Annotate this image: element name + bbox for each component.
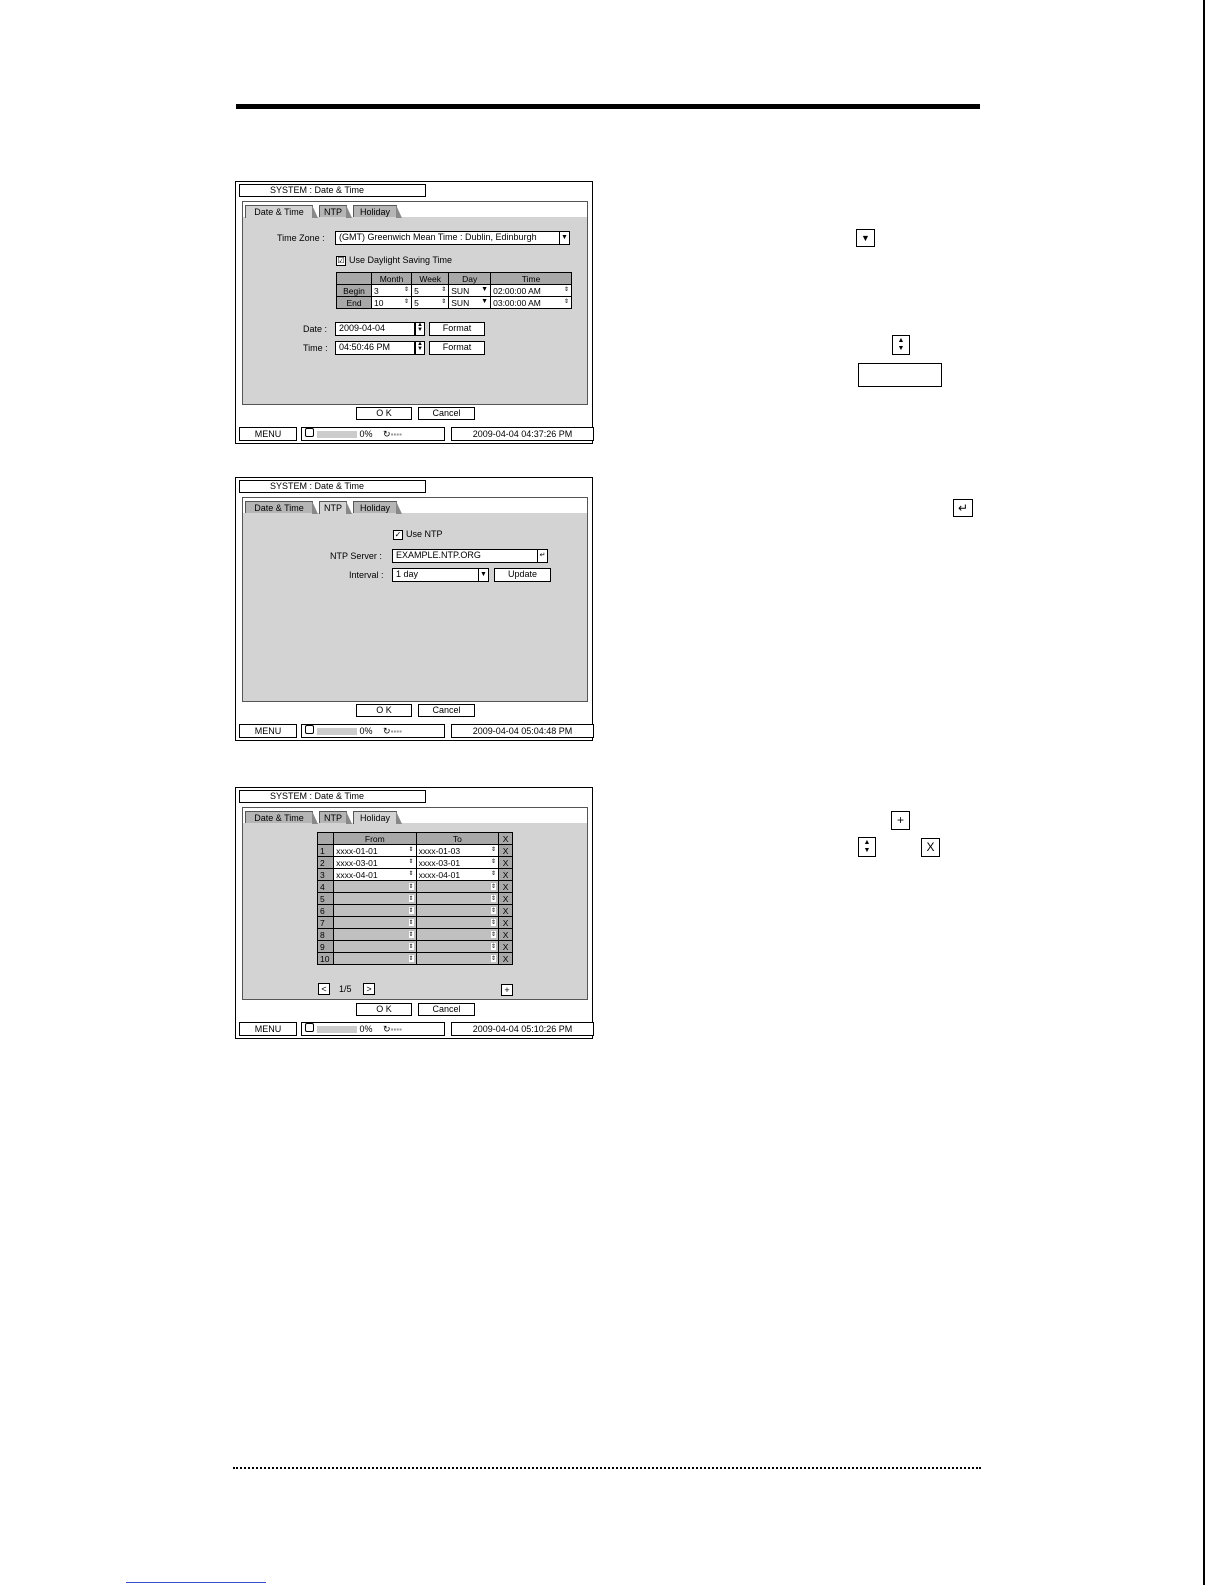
holiday-row-index-value: 2: [320, 857, 325, 868]
delete-row-icon[interactable]: X: [499, 857, 513, 869]
tab-holiday[interactable]: Holiday: [353, 205, 397, 217]
spinner-icon[interactable]: ⇕: [408, 896, 414, 902]
date-label: Date :: [303, 324, 328, 334]
holiday-to-field-value: xxxx-03-01: [418, 857, 461, 868]
holiday-from-field-value: xxxx-01-01: [336, 845, 378, 856]
spinner-icon[interactable]: ⇕: [491, 932, 497, 938]
table-row: [318, 953, 513, 965]
settings-panel: [242, 201, 588, 405]
add-icon: +: [891, 811, 910, 830]
holiday-row-index: [318, 869, 334, 881]
dst-table: [336, 272, 572, 309]
screen-ntp: [235, 477, 593, 741]
holiday-to-field[interactable]: [416, 881, 499, 893]
dst-begin-day[interactable]: [449, 285, 491, 297]
chevron-down-icon[interactable]: ▼: [481, 285, 489, 293]
dst-begin-week[interactable]: [412, 285, 449, 297]
holiday-row-index: [318, 917, 334, 929]
dst-begin-week-value: 5: [414, 285, 419, 296]
dst-begin-month[interactable]: [372, 285, 412, 297]
ntp-server-input[interactable]: EXAMPLE.NTP.ORG: [392, 549, 538, 563]
holiday-header-x: X: [499, 833, 513, 845]
spinner-icon[interactable]: ▲ ▼: [415, 341, 425, 355]
settings-panel: [242, 497, 588, 702]
spinner-icon: ▲ ▼: [858, 837, 876, 857]
spinner-icon[interactable]: ⇕: [408, 932, 414, 938]
holiday-from-field[interactable]: [334, 893, 417, 905]
timezone-label: Time Zone :: [277, 233, 325, 243]
holiday-from-field[interactable]: [334, 941, 417, 953]
spinner-icon[interactable]: ⇕: [491, 944, 497, 950]
holiday-from-field-value: xxxx-04-01: [336, 869, 378, 880]
table-row: [318, 881, 513, 893]
chevron-left-icon[interactable]: <: [318, 983, 330, 995]
tab-date-time[interactable]: Date & Time: [245, 501, 313, 513]
dst-end-time-value: 03:00:00 AM: [493, 297, 541, 308]
tab-date-time[interactable]: Date & Time: [245, 205, 313, 218]
holiday-header-index: [318, 833, 334, 845]
holiday-from-field[interactable]: [334, 905, 417, 917]
cancel-button[interactable]: Cancel: [418, 407, 475, 420]
delete-row-icon[interactable]: X: [499, 941, 513, 953]
tab-bar: [243, 202, 587, 217]
refresh-icon: ↻: [383, 726, 391, 736]
dropdown-arrow-icon: ▼: [856, 229, 875, 247]
table-row: [318, 941, 513, 953]
refresh-icon: ↻: [383, 1024, 391, 1034]
date-format-button[interactable]: Format: [429, 322, 485, 336]
spinner-icon[interactable]: ⇕: [408, 870, 414, 877]
disk-icon: [305, 428, 314, 437]
table-row: [318, 929, 513, 941]
menu-button[interactable]: MENU: [239, 1022, 297, 1036]
spinner-icon[interactable]: ⇕: [563, 286, 569, 293]
holiday-row-index: [318, 941, 334, 953]
status-bar: [239, 1022, 591, 1036]
tab-ntp[interactable]: NTP: [319, 811, 347, 823]
chevron-down-icon[interactable]: ▼: [559, 231, 570, 245]
date-field[interactable]: 2009-04-04: [335, 322, 415, 336]
settings-panel: [242, 807, 588, 1000]
dst-checkbox[interactable]: ☑: [337, 255, 345, 265]
time-field[interactable]: 04:50:46 PM: [335, 341, 415, 355]
holiday-to-field[interactable]: [416, 869, 499, 881]
clock: 2009-04-04 05:04:48 PM: [451, 724, 594, 738]
dst-header-time: Time: [491, 273, 572, 285]
dst-begin-time-value: 02:00:00 AM: [493, 285, 541, 296]
holiday-row-index-value: 8: [320, 929, 325, 940]
holiday-row-index-value: 1: [320, 845, 325, 856]
footer-link-underline: [126, 1582, 266, 1583]
dst-end-week-value: 5: [414, 297, 419, 308]
window-title: SYSTEM : Date & Time: [239, 184, 426, 197]
spinner-icon[interactable]: ⇕: [491, 896, 497, 902]
storage-bar: [317, 431, 357, 438]
dst-end-day[interactable]: [449, 297, 491, 309]
storage-status: [301, 1022, 445, 1036]
holiday-to-field-value: xxxx-04-01: [418, 869, 461, 880]
storage-percent: 0%: [359, 726, 373, 736]
screen-date-time: [235, 181, 593, 444]
holiday-row-index-value: 7: [320, 917, 325, 928]
dst-header-blank: [337, 273, 372, 285]
spinner-icon[interactable]: ▲ ▼: [415, 322, 425, 336]
delete-row-icon[interactable]: X: [499, 929, 513, 941]
storage-percent: 0%: [359, 1024, 373, 1034]
holiday-table: [317, 832, 513, 965]
enter-icon: ↵: [953, 499, 973, 517]
dst-begin-label: Begin: [337, 285, 372, 297]
storage-status: [301, 427, 445, 441]
table-row: [318, 893, 513, 905]
storage-percent: 0%: [359, 429, 373, 439]
delete-row-icon[interactable]: X: [499, 845, 513, 857]
spinner-icon[interactable]: ⇕: [441, 286, 447, 293]
holiday-row-index-value: 6: [320, 905, 325, 916]
spinner-icon[interactable]: ⇕: [441, 298, 447, 305]
disk-icon: [305, 1023, 314, 1032]
holiday-from-field[interactable]: [334, 869, 417, 881]
spinner-icon[interactable]: ⇕: [408, 908, 414, 914]
spinner-icon[interactable]: ⇕: [491, 870, 497, 877]
spinner-icon[interactable]: ⇕: [491, 846, 497, 853]
status-bar: [239, 724, 591, 738]
table-row: [318, 917, 513, 929]
holiday-to-field[interactable]: [416, 941, 499, 953]
table-row: [318, 845, 513, 857]
chevron-down-icon[interactable]: ▼: [481, 297, 489, 305]
storage-bar: [317, 728, 357, 735]
window-title: SYSTEM : Date & Time: [239, 790, 426, 803]
table-row: [318, 857, 513, 869]
dst-label: Use Daylight Saving Time: [349, 255, 453, 265]
holiday-row-index-value: 3: [320, 869, 325, 880]
spinner-icon[interactable]: ⇕: [491, 908, 497, 914]
spinner-icon[interactable]: ⇕: [404, 298, 410, 305]
use-ntp-label: Use NTP: [406, 529, 443, 539]
use-ntp-row: [393, 529, 443, 540]
clock: 2009-04-04 04:37:26 PM: [451, 427, 594, 441]
screen-holiday: [235, 787, 593, 1039]
status-icons: ▪▪▪▪: [390, 727, 402, 736]
delete-row-icon[interactable]: X: [499, 869, 513, 881]
dst-end-label: End: [337, 297, 372, 309]
use-ntp-checkbox[interactable]: ✓: [394, 529, 402, 539]
ntp-server-label: NTP Server :: [330, 551, 382, 561]
dst-row: [336, 255, 452, 266]
clock: 2009-04-04 05:10:26 PM: [451, 1022, 594, 1036]
holiday-row-index-value: 9: [320, 941, 325, 952]
delete-row-icon[interactable]: X: [499, 917, 513, 929]
spinner-icon[interactable]: ⇕: [408, 920, 414, 926]
update-button[interactable]: Update: [494, 568, 551, 582]
dst-begin-time[interactable]: [491, 285, 572, 297]
tab-date-time[interactable]: Date & Time: [245, 811, 313, 823]
holiday-to-field[interactable]: [416, 917, 499, 929]
footer-dotted-rule: [233, 1467, 981, 1469]
holiday-to-field[interactable]: [416, 929, 499, 941]
tab-holiday[interactable]: Holiday: [353, 501, 397, 513]
ok-button[interactable]: O K: [356, 1003, 412, 1016]
holiday-row-index: [318, 881, 334, 893]
holiday-from-field[interactable]: [334, 929, 417, 941]
holiday-from-field[interactable]: [334, 845, 417, 857]
holiday-header-to: To: [416, 833, 499, 845]
spinner-icon[interactable]: ⇕: [491, 884, 497, 890]
spinner-icon[interactable]: ⇕: [408, 944, 414, 950]
ok-button[interactable]: O K: [356, 704, 412, 717]
dst-end-month[interactable]: [372, 297, 412, 309]
menu-button[interactable]: MENU: [239, 427, 297, 441]
holiday-row-index: [318, 905, 334, 917]
table-row: [318, 869, 513, 881]
page-edge-rule: [1203, 0, 1205, 1585]
status-icons: ▪▪▪▪: [390, 1025, 402, 1034]
status-bar: [239, 427, 591, 441]
tab-ntp[interactable]: NTP: [319, 205, 347, 217]
holiday-row-index: [318, 857, 334, 869]
holiday-from-field[interactable]: [334, 881, 417, 893]
holiday-to-field[interactable]: [416, 845, 499, 857]
tab-ntp[interactable]: NTP: [319, 501, 347, 514]
holiday-to-field[interactable]: [416, 953, 499, 965]
holiday-row-index-value: 10: [320, 953, 330, 964]
holiday-to-field[interactable]: [416, 905, 499, 917]
table-row: [318, 905, 513, 917]
holiday-row-index: [318, 953, 334, 965]
dst-end-month-value: 10: [374, 297, 384, 308]
chevron-down-icon[interactable]: ▼: [478, 568, 489, 582]
timezone-select[interactable]: (GMT) Greenwich Mean Time : Dublin, Edinburgh: [335, 231, 560, 245]
holiday-row-index: [318, 929, 334, 941]
holiday-from-field[interactable]: [334, 953, 417, 965]
spinner-icon[interactable]: ⇕: [491, 956, 497, 962]
tab-bar: [243, 808, 587, 823]
delete-row-icon[interactable]: X: [499, 953, 513, 965]
holiday-to-field-value: xxxx-01-03: [418, 845, 461, 856]
delete-row-icon[interactable]: X: [499, 893, 513, 905]
enter-icon[interactable]: ↵: [537, 549, 548, 563]
cancel-button[interactable]: Cancel: [418, 1003, 475, 1016]
holiday-from-field-value: xxxx-03-01: [336, 857, 378, 868]
cancel-button[interactable]: Cancel: [418, 704, 475, 717]
delete-x-icon: X: [921, 838, 940, 857]
time-format-button[interactable]: Format: [429, 341, 485, 355]
time-label: Time :: [303, 343, 328, 353]
storage-status: [301, 724, 445, 738]
dst-header-week: Week: [412, 273, 449, 285]
dst-header-day: Day: [449, 273, 491, 285]
window-title: SYSTEM : Date & Time: [239, 480, 426, 493]
dst-end-time[interactable]: [491, 297, 572, 309]
header-rule: [236, 104, 980, 109]
refresh-icon: ↻: [383, 429, 391, 439]
holiday-to-field[interactable]: [416, 857, 499, 869]
tab-bar: [243, 498, 587, 513]
spinner-icon[interactable]: ⇕: [408, 858, 414, 865]
holiday-row-index: [318, 845, 334, 857]
holiday-row-index-value: 5: [320, 893, 325, 904]
holiday-row-index: [318, 893, 334, 905]
spinner-icon[interactable]: ⇕: [408, 956, 414, 962]
add-icon[interactable]: +: [501, 984, 513, 996]
button-outline-icon: [858, 363, 942, 387]
spinner-icon[interactable]: ⇕: [491, 858, 497, 865]
ok-button[interactable]: O K: [356, 407, 412, 420]
page-indicator: 1/5: [339, 984, 352, 994]
holiday-from-field[interactable]: [334, 857, 417, 869]
dst-header-month: Month: [372, 273, 412, 285]
chevron-right-icon[interactable]: >: [363, 983, 375, 995]
interval-label: Interval :: [349, 570, 384, 580]
spinner-icon[interactable]: ⇕: [491, 920, 497, 926]
dst-begin-month-value: 3: [374, 285, 379, 296]
spinner-icon: ▲ ▼: [892, 335, 910, 355]
menu-button[interactable]: MENU: [239, 724, 297, 738]
dst-end-day-value: SUN: [451, 297, 470, 308]
interval-select[interactable]: 1 day: [392, 568, 479, 582]
delete-row-icon[interactable]: X: [499, 881, 513, 893]
dst-end-week[interactable]: [412, 297, 449, 309]
spinner-icon[interactable]: ⇕: [408, 884, 414, 890]
status-icons: ▪▪▪▪: [390, 430, 402, 439]
disk-icon: [305, 725, 314, 734]
delete-row-icon[interactable]: X: [499, 905, 513, 917]
holiday-to-field[interactable]: [416, 893, 499, 905]
dst-begin-day-value: SUN: [451, 285, 470, 296]
storage-bar: [317, 1026, 357, 1033]
holiday-row-index-value: 4: [320, 881, 325, 892]
holiday-from-field[interactable]: [334, 917, 417, 929]
holiday-header-from: From: [334, 833, 417, 845]
spinner-icon[interactable]: ⇕: [563, 298, 569, 305]
spinner-icon[interactable]: ⇕: [404, 286, 410, 293]
spinner-icon[interactable]: ⇕: [408, 846, 414, 853]
tab-holiday[interactable]: Holiday: [353, 811, 397, 824]
